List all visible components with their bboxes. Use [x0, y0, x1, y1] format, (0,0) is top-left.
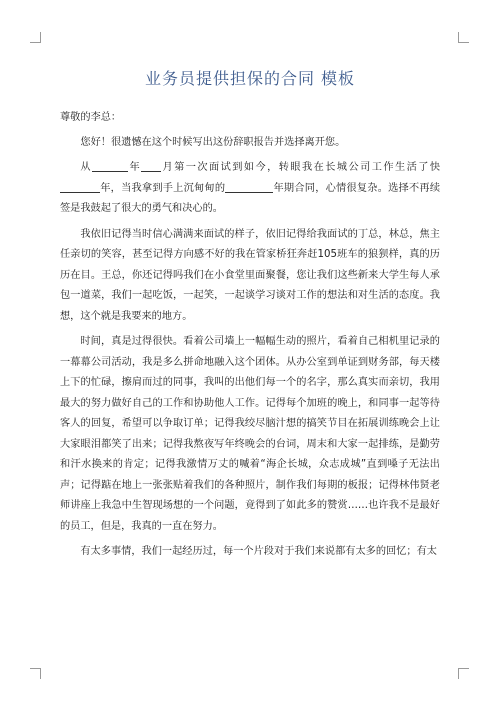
crop-mark-top-right	[458, 32, 469, 43]
blank-month-start	[141, 159, 161, 172]
paragraph-4: 时间，真是过得很快。看着公司墙上一幅幅生动的照片，看着自己相机里记录的一幕幕公司活动，我是多么拼命地融入这个团体。从办公室到单证到财务部，每天楼上下的忙碌，擦肩而过的同事，我叫的出他们每一个的名字，那么真实而亲切，我用最大的努力做好自己的工作和协助他人工作。记得每个加班的晚上，和同事一起等待客人的回复，希望可以争取订单；记得我绞尽脑汁想的搞笑节目在拓展训练晚会上让大家眼泪都笑了出来；记得我熬夜写年终晚会的台词，周末和大家一起排练，是勤劳和汗水换来的肯定；记得我激情万丈的喊着“海企长城，众志成城”直到嗓子无法出声；记得踮在地上一张张贴着我们的各种照片，制作我们每期的板报；记得林伟贤老师讲座上我急中生智现场想的一个问题，竟得到了如此多的赞赏……也许我不是最好的员工，但是，我真的一直在努力。	[60, 336, 440, 532]
crop-mark-bottom-right	[458, 668, 469, 679]
crop-mark-top-left	[30, 32, 41, 43]
blank-year-start	[92, 159, 128, 172]
blank-years-worked	[60, 180, 100, 193]
paragraph-3: 我依旧记得当时信心满满来面试的样子，依旧记得给我面试的丁总，林总，焦主任亲切的笑容，甚至记得方向感不好的我在管家桥狂奔赶105班车的狼狈样，真的历历在目。王总，你还记得吗我们在小食堂里面聚餐，您让我们这些新来大学生每人承包一道菜，我们一起吃饭，一起笑，一起谈学习谈对工作的想法和对生活的态度。我想，这个就是我要来的地方。	[60, 228, 440, 322]
paragraph-1: 您好！很遗憾在这个时候写出这份辞职报告并选择离开您。	[80, 136, 346, 148]
crop-mark-bottom-left	[30, 668, 41, 679]
paragraph-5: 有太多事情，我们一起经历过，每一个片段对于我们来说都有太多的回忆；有太	[80, 546, 437, 557]
document-title: 业务员提供担保的合同 模板	[144, 69, 356, 88]
paragraph-2: 从 年 月第一次面试到如今，转眼我在长城公司工作生活了快年，当我拿到手上沉甸甸的 年期合同，心情很复杂。选择不再续签是我鼓起了很大的勇气和决心的。	[60, 158, 440, 220]
document-body	[60, 108, 440, 568]
blank-contract-years	[225, 180, 273, 193]
greeting: 尊敬的李总：	[60, 112, 122, 123]
